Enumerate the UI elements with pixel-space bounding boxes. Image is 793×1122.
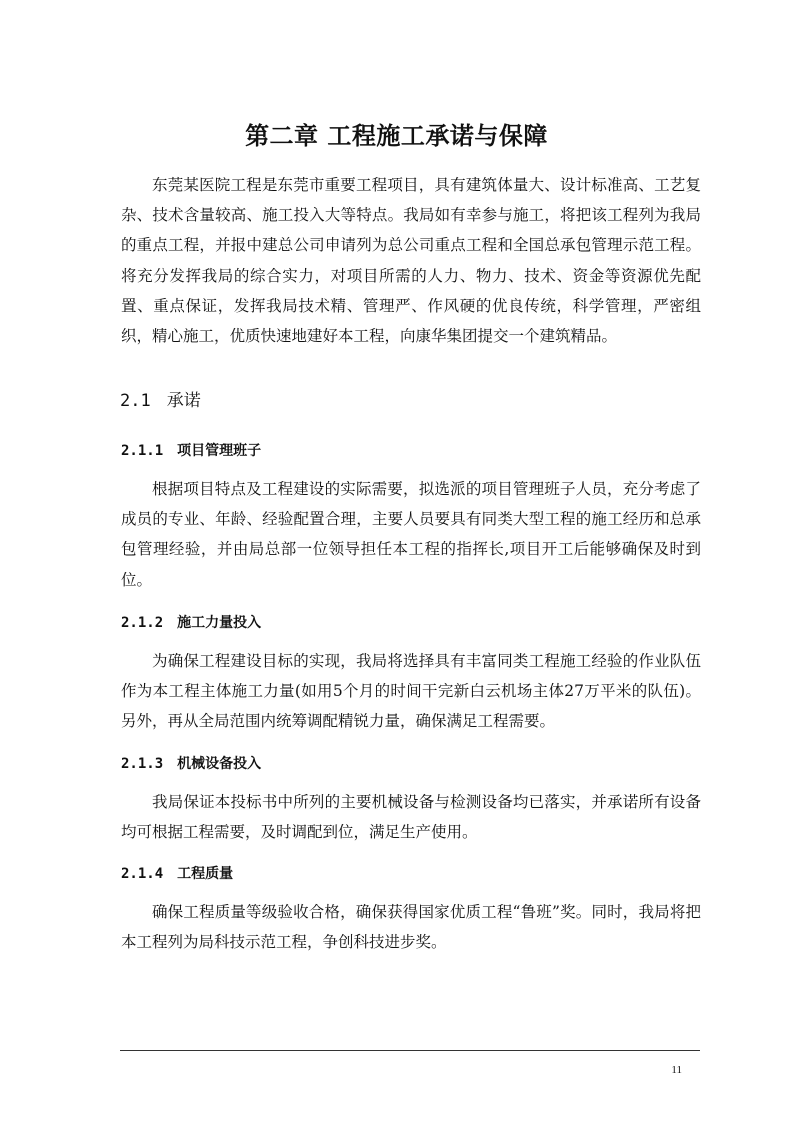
subsection-paragraph: 确保工程质量等级验收合格，确保获得国家优质工程“鲁班”奖。同时，我局将把本工程列为局科技示范工程，争创科技进步奖。	[121, 903, 701, 952]
section-number: 2.1	[120, 391, 151, 411]
intro-paragraph: 东莞某医院工程是东莞市重要工程项目，具有建筑体量大、设计标准高、工艺复杂、技术含量较高、施工投入大等特点。我局如有幸参与施工，将把该工程列为我局的重点工程，并报中建总公司申请列为总公司重点工程和全国总承包管理示范工程。将充分发挥我局的综合实力，对项目所需的人力、物力、技术、资金等资源优先配置、重点保证，发挥我局技术精、管理严、作风硬的优良传统，科学管理，严密组织，精心施工，优质快速地建好本工程，向康华集团提交一个建筑精品。	[121, 176, 701, 346]
subsection-title: 施工力量投入	[177, 615, 262, 631]
page-number: 11	[671, 1064, 682, 1076]
subsection-heading	[121, 612, 261, 632]
subsection-title: 机械设备投入	[177, 756, 262, 772]
subsection-paragraph: 我局保证本投标书中所列的主要机械设备与检测设备均已落实，并承诺所有设备均可根据工程需要，及时调配到位，满足生产使用。	[121, 793, 701, 842]
page-title: 第二章 工程施工承诺与保障	[245, 122, 548, 150]
subsection-title: 工程质量	[177, 866, 234, 882]
subsection-number: 2.1.1	[121, 443, 164, 459]
subsection-paragraph: 为确保工程建设目标的实现，我局将选择具有丰富同类工程施工经验的作业队伍作为本工程主体施工力量(如用5个月的时间干完新白云机场主体27万平米的队伍)。另外，再从全局范围内统筹调配精锐力量，确保满足工程需要。	[121, 652, 701, 731]
subsection-number: 2.1.2	[121, 615, 164, 631]
subsection-heading	[121, 440, 261, 460]
subsection-heading	[121, 753, 261, 773]
subsection-title: 项目管理班子	[177, 443, 262, 459]
subsection-heading	[121, 863, 233, 883]
section-title: 承诺	[166, 391, 201, 411]
footer-divider	[120, 1050, 700, 1051]
subsection-paragraph: 根据项目特点及工程建设的实际需要，拟选派的项目管理班子人员，充分考虑了成员的专业、年龄、经验配置合理，主要人员要具有同类大型工程的施工经历和总承包管理经验，并由局总部一位领导担任本工程的指挥长,项目开工后能够确保及时到位。	[121, 480, 701, 589]
subsection-number: 2.1.3	[121, 756, 164, 772]
section-heading	[120, 386, 201, 411]
subsection-number: 2.1.4	[121, 866, 164, 882]
